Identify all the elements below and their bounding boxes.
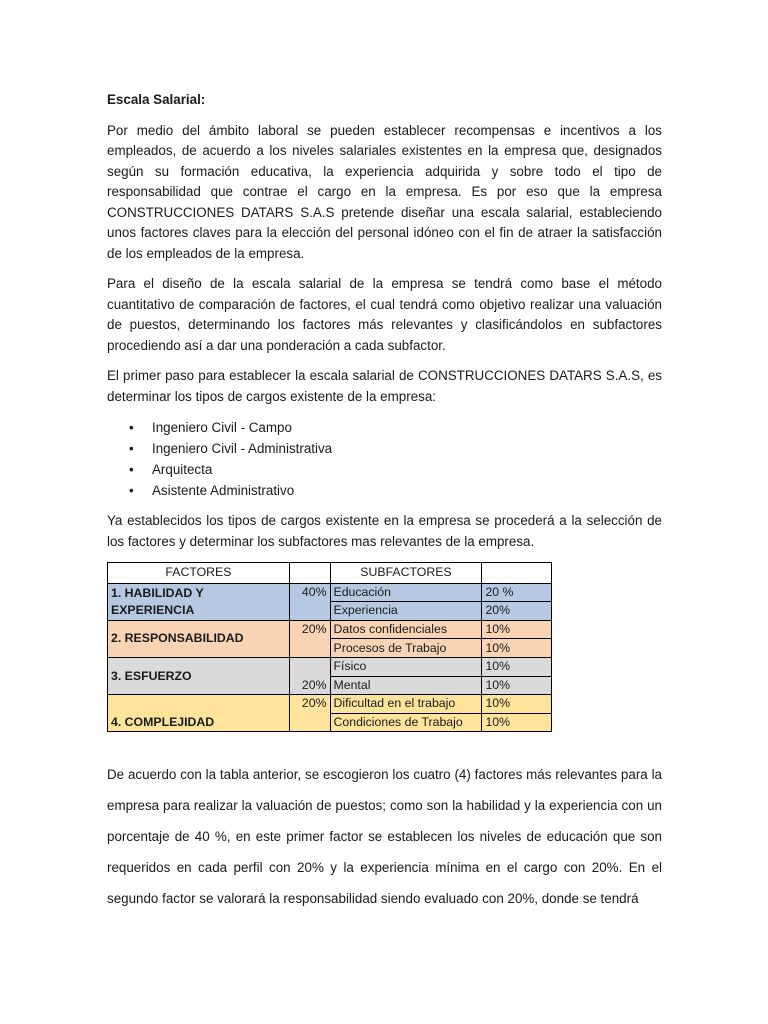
subfactor-weight: 20 % (482, 583, 552, 602)
paragraph-method: Para el diseño de la escala salarial de la empresa se tendrá como base el método cuantitativo de comparación de factores, el cual tendrá como objetivo realizar una valuación de puestos, determinando los factores más relevantes y clasificándolos en subfactores procediendo así a dar una ponderación a cada subfactor. (107, 276, 662, 353)
factor-name: 2. RESPONSABILIDAD (108, 620, 290, 657)
factor-name: 4. COMPLEJIDAD (108, 695, 290, 732)
subfactor-name: Condiciones de Trabajo (330, 713, 482, 732)
paragraph-closing: De acuerdo con la tabla anterior, se escogieron los cuatro (4) factores más relevantes para la empresa para realizar la valuación de puestos; como son la habilidad y la experiencia con un porcentaje de 40 %, en este primer factor se establecen los niveles de educación que son requeridos en cada perfil con 20% y la experiencia mínima en el cargo con 20%. En el segundo factor se valorará la responsabilidad siendo evaluado con 20%, donde se tendrá (107, 767, 662, 907)
list-item: • Ingeniero Civil - Campo (107, 417, 662, 438)
subfactor-name: Dificultad en el trabajo (330, 695, 482, 714)
subfactor-weight: 10% (482, 639, 552, 658)
factor-name: 3. ESFUERZO (108, 657, 290, 694)
paragraph-first-step: El primer paso para establecer la escala salarial de CONSTRUCCIONES DATARS S.A.S, es determinar los tipos de cargos existente de la empresa: (107, 368, 662, 404)
factor-weight: 20% (289, 695, 330, 732)
document-body (107, 90, 662, 914)
bullet-icon: • (129, 420, 134, 435)
header-empty-2 (482, 563, 552, 584)
table-row (108, 695, 552, 714)
bullet-icon: • (129, 462, 134, 477)
bullet-icon: • (129, 441, 134, 456)
table-row (108, 583, 552, 602)
header-factores: FACTORES (108, 563, 290, 584)
list-item: • Asistente Administrativo (107, 480, 662, 501)
paragraph-intro: Por medio del ámbito laboral se pueden establecer recompensas e incentivos a los empleados, de acuerdo a los niveles salariales existentes en la empresa que, designados según su formación educativa, la experiencia adquirida y sobre todo el tipo de responsabilidad que contrae el cargo en la empresa. Es por eso que la empresa CONSTRUCCIONES DATARS S.A.S pretende diseñar una escala salarial, estableciendo unos factores claves para la elección del personal idóneo con el fin de atraer la satisfacción de los empleados de la empresa. (107, 122, 662, 261)
subfactor-name: Educación (330, 583, 482, 602)
roles-list (107, 417, 662, 501)
header-empty (289, 563, 330, 584)
subfactor-weight: 10% (482, 713, 552, 732)
subfactor-name: Físico (330, 657, 482, 676)
header-subfactores: SUBFACTORES (330, 563, 482, 584)
subfactor-name: Datos confidenciales (330, 620, 482, 639)
factor-weight: 20% (289, 620, 330, 657)
table-row (108, 657, 552, 676)
factors-table (107, 562, 552, 732)
subfactor-weight: 10% (482, 657, 552, 676)
factor-weight: 40% (289, 583, 330, 620)
subfactor-weight: 10% (482, 620, 552, 639)
subfactor-weight: 20% (482, 602, 552, 621)
subfactor-weight: 10% (482, 695, 552, 714)
subfactor-weight: 10% (482, 676, 552, 695)
subfactor-name: Mental (330, 676, 482, 695)
subfactor-name: Experiencia (330, 602, 482, 621)
table-row (108, 620, 552, 639)
closing-section (107, 759, 662, 914)
factor-weight: 20% (289, 657, 330, 694)
bullet-icon: • (129, 483, 134, 498)
section-heading: Escala Salarial: (107, 92, 206, 107)
list-item: • Arquitecta (107, 459, 662, 480)
paragraph-selection: Ya establecidos los tipos de cargos existente en la empresa se procederá a la selección de los factores y determinar los subfactores mas relevantes de la empresa. (107, 513, 662, 549)
factor-name: 1. HABILIDAD Y EXPERIENCIA (108, 583, 290, 620)
list-item: • Ingeniero Civil - Administrativa (107, 438, 662, 459)
table-header-row (108, 563, 552, 584)
subfactor-name: Procesos de Trabajo (330, 639, 482, 658)
